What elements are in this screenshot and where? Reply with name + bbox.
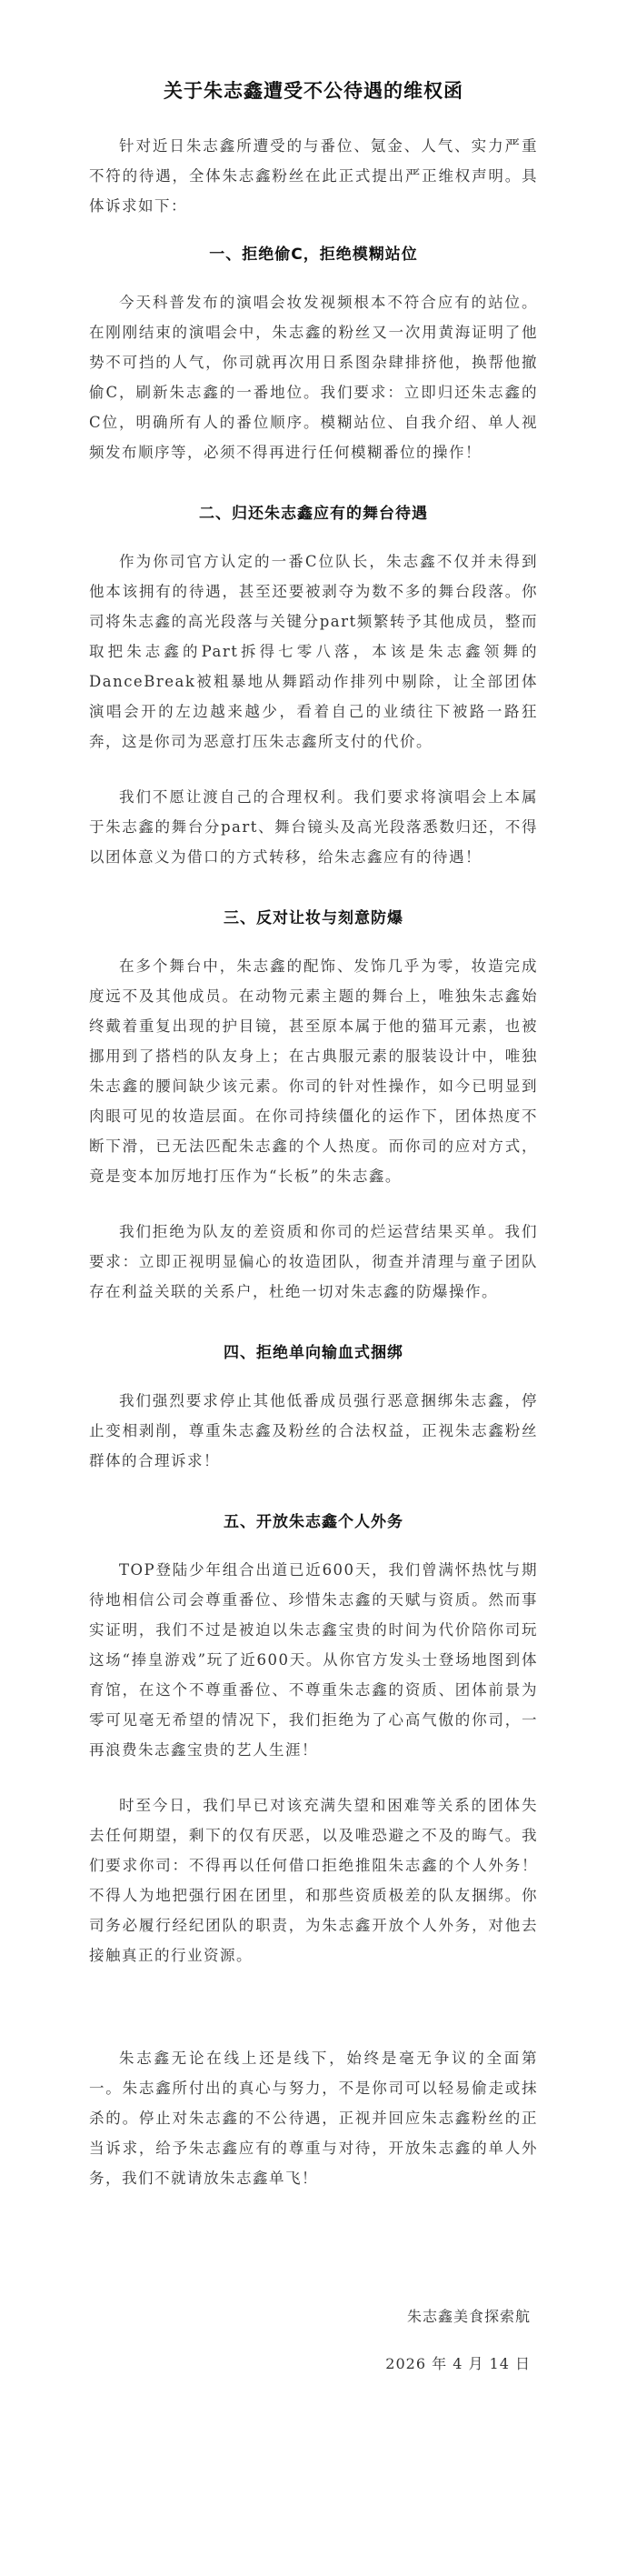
section-heading: 一、拒绝偷C，拒绝模糊站位 [209, 246, 418, 264]
section-paragraph: 今天科普发布的演唱会妆发视频根本不符合应有的站位。在刚刚结束的演唱会中，朱志鑫的粉丝又一次用黄海证明了他势不可挡的人气，你司就再次用日系图杂肆排挤他，换帮他撤偷C，刷新朱志鑫的一番地位。我们要求：立即归还朱志鑫的C位，明确所有人的番位顺序。模糊站位、自我介绍、单人视频发布顺序等，必须不得再进行任何模糊番位的操作！ [89, 294, 538, 461]
section-1 [89, 241, 538, 467]
section-paragraph: 我们强烈要求停止其他低番成员强行恶意捆绑朱志鑫，停止变相剥削，尊重朱志鑫及粉丝的合法权益，正视朱志鑫粉丝群体的合理诉求！ [89, 1392, 538, 1469]
section-2 [89, 500, 538, 872]
intro-paragraph: 针对近日朱志鑫所遭受的与番位、氪金、人气、实力严重不符的待遇，全体朱志鑫粉丝在此正式提出严正维权声明。具体诉求如下： [89, 137, 538, 215]
section-heading: 二、归还朱志鑫应有的舞台待遇 [199, 505, 428, 523]
closing-paragraph: 朱志鑫无论在线上还是线下，始终是毫无争议的全面第一。朱志鑫所付出的真心与努力，不是你司可以轻易偷走或抹杀的。停止对朱志鑫的不公待遇，正视并回应朱志鑫粉丝的正当诉求，给予朱志鑫应有的尊重与对待，开放朱志鑫的单人外务，我们不就请放朱志鑫单飞！ [89, 2050, 538, 2187]
letter-title: 关于朱志鑫遭受不公待遇的维权函 [164, 80, 463, 102]
section-paragraph: 我们拒绝为队友的差资质和你司的烂运营结果买单。我们要求：立即正视明显偏心的妆造团队，彻查并清理与童子团队存在利益关联的关系户，杜绝一切对朱志鑫的防爆操作。 [89, 1223, 538, 1300]
section-paragraph: 时至今日，我们早已对该充满失望和困难等关系的团体失去任何期望，剩下的仅有厌恶，以及唯恐避之不及的晦气。我们要求你司：不得再以任何借口拒绝推阻朱志鑫的个人外务！不得人为地把强行困在团里，和那些资质极差的队友捆绑。你司务必履行经纪团队的职责，为朱志鑫开放个人外务，对他去接触真正的行业资源。 [89, 1797, 538, 1964]
section-heading: 四、拒绝单向输血式捆绑 [224, 1344, 403, 1362]
section-heading: 三、反对让妆与刻意防爆 [224, 909, 403, 927]
section-paragraph: 我们不愿让渡自己的合理权利。我们要求将演唱会上本属于朱志鑫的舞台分part、舞台镜头及高光段落悉数归还，不得以团体意义为借口的方式转移，给朱志鑫应有的待遇！ [89, 788, 538, 866]
section-5 [89, 1509, 538, 1970]
section-4 [89, 1339, 538, 1476]
section-heading: 五、开放朱志鑫个人外务 [224, 1513, 403, 1531]
section-paragraph: 作为你司官方认定的一番C位队长，朱志鑫不仅并未得到他本该拥有的待遇，甚至还要被剥夺为数不多的舞台段落。你司将朱志鑫的高光段落与关键分part频繁转予其他成员，整而取把朱志鑫的Part拆得七零八落，本该是朱志鑫领舞的DanceBreak被粗暴地从舞蹈动作排列中剔除，让全部团体演唱会开的左边越来越少，看着自己的业绩往下被路一路狂奔，这是你司为恶意打压朱志鑫所支付的代价。 [89, 553, 538, 750]
section-paragraph: 在多个舞台中，朱志鑫的配饰、发饰几乎为零，妆造完成度远不及其他成员。在动物元素主题的舞台上，唯独朱志鑫始终戴着重复出现的护目镜，甚至原本属于他的猫耳元素，也被挪用到了搭档的队友身上；在古典服元素的服装设计中，唯独朱志鑫的腰间缺少该元素。你司的针对性操作，如今已明显到肉眼可见的妆造层面。在你司持续僵化的运作下，团体热度不断下滑，已无法匹配朱志鑫的个人热度。而你司的应对方式，竟是变本加厉地打压作为“长板”的朱志鑫。 [89, 957, 538, 1185]
signature-block [89, 2302, 538, 2379]
section-paragraph: TOP登陆少年组合出道已近600天，我们曾满怀热忱与期待地相信公司会尊重番位、珍惜朱志鑫的天赋与资质。然而事实证明，我们不过是被迫以朱志鑫宝贵的时间为代价陪你司玩这场“捧皇游戏”玩了近600天。从你官方发头士登场地图到体育馆，在这个不尊重番位、不尊重朱志鑫的资质、团体前景为零可见毫无希望的情况下，我们拒绝为了心高气傲的你司，一再浪费朱志鑫宝贵的艺人生涯！ [89, 1561, 538, 1759]
signature-date: 2026 年 4 月 14 日 [385, 2355, 531, 2372]
section-3 [89, 905, 538, 1307]
signature-name: 朱志鑫美食探索航 [406, 2308, 531, 2325]
